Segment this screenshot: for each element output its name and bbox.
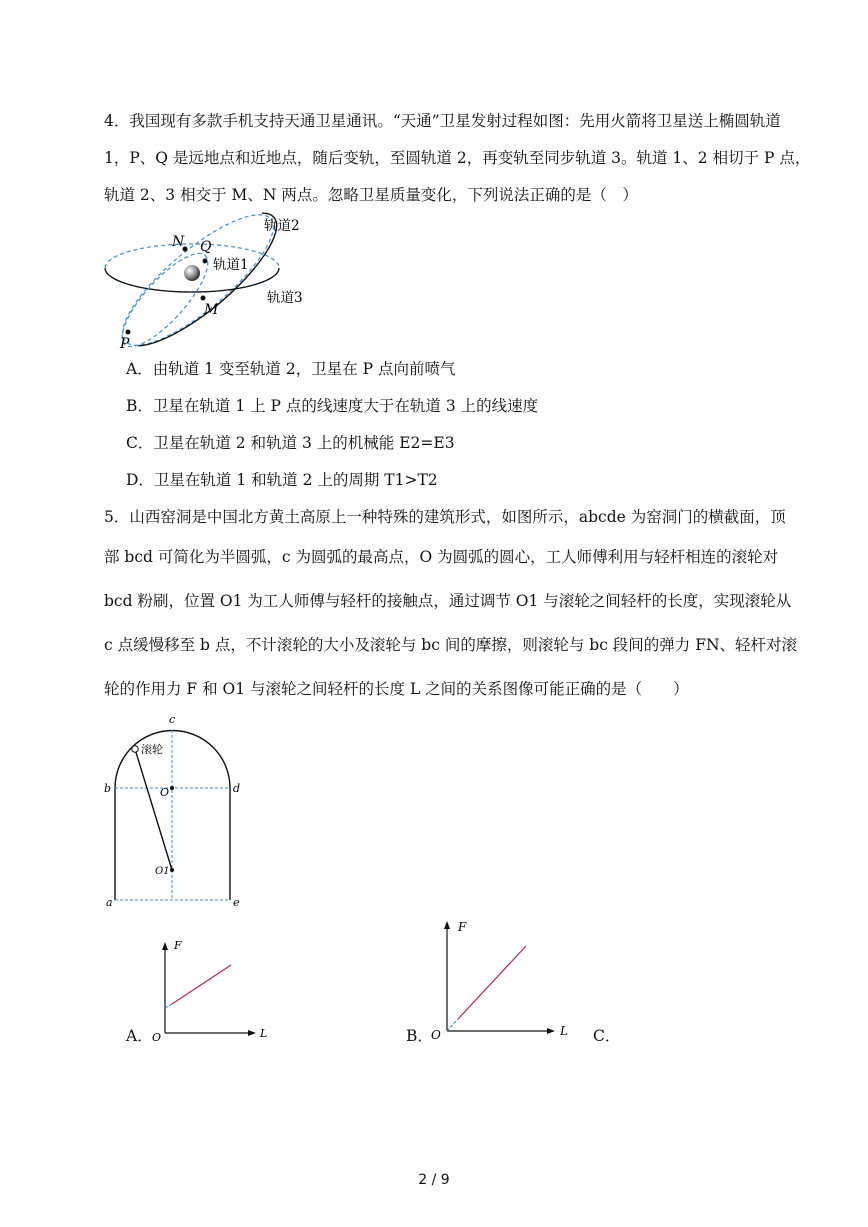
graph-b-option-label: B． (406, 1027, 433, 1045)
graph-a-x-arrow (248, 1030, 256, 1036)
graph-a-line (172, 965, 231, 1004)
graph-b (430, 918, 580, 1048)
graph-b-dashed-start (447, 1019, 458, 1031)
graph-a-origin: O (152, 1031, 162, 1044)
label-e: e (233, 896, 240, 909)
graph-a-y-arrow (162, 942, 168, 950)
label-O: O (160, 786, 170, 799)
orbit2-ellipse (106, 196, 290, 364)
label-orbit3: 轨道3 (267, 290, 303, 306)
arch-bcd (115, 731, 230, 789)
label-roller: 滚轮 (141, 743, 163, 756)
q4-line-1: 4．我国现有多款手机支持天通卫星通讯。“天通”卫星发射过程如图：先用火箭将卫星送上椭圆轨道 (104, 112, 781, 130)
graph-a-option-label: A． (126, 1027, 153, 1045)
point-M (201, 296, 206, 301)
cave-door-diagram (100, 712, 250, 912)
q5-line-1: 5．山西窑洞是中国北方黄土高原上一种特殊的建筑形式，如图所示，abcde 为窑洞门的横截面，顶 (104, 508, 786, 526)
q4-line-3: 轨道 2、3 相交于 M、N 两点。忽略卫星质量变化，下列说法正确的是（ ） (104, 186, 638, 204)
q4-option-d: D．卫星在轨道 1 和轨道 2 上的周期 T1>T2 (126, 471, 438, 489)
point-O (170, 786, 174, 790)
label-N: N (172, 234, 185, 250)
q4-option-a: A．由轨道 1 变至轨道 2，卫星在 P 点向前喷气 (126, 360, 456, 378)
graph-a-dashed-start (165, 1004, 172, 1008)
point-Q (203, 259, 208, 264)
orbit-diagram (100, 210, 320, 350)
label-Q: Q (200, 239, 212, 255)
q4-option-c: C．卫星在轨道 2 和轨道 3 上的机械能 E2=E3 (126, 434, 455, 452)
page-number: 2 / 9 (418, 1172, 450, 1188)
label-O1: O1 (155, 866, 170, 877)
graph-b-x-arrow (547, 1028, 555, 1034)
label-orbit1: 轨道1 (213, 257, 249, 273)
graph-a-y-label: F (174, 939, 182, 952)
q4-option-b: B．卫星在轨道 1 上 P 点的线速度大于在轨道 3 上的线速度 (126, 397, 539, 415)
roller (132, 746, 138, 752)
graph-b-origin: O (431, 1028, 441, 1042)
q4-line-2: 1，P、Q 是远地点和近地点，随后变轨，至圆轨道 2，再变轨至同步轨道 3。轨道 1、2 相切于 P 点， (104, 149, 811, 167)
option-c-label: C． (593, 1027, 621, 1045)
label-a: a (106, 896, 113, 909)
label-b: b (104, 782, 112, 795)
q5-line-4: c 点缓慢移至 b 点，不计滚轮的大小及滚轮与 bc 间的摩擦，则滚轮与 bc 段间的弹力 FN、轻杆对滚 (104, 636, 798, 654)
graph-b-x-label: L (560, 1024, 568, 1038)
point-O1 (170, 868, 174, 872)
graph-a-x-label: L (260, 1027, 268, 1040)
q5-line-2: 部 bcd 可简化为半圆弧，c 为圆弧的最高点，O 为圆弧的圆心，工人师傅利用与轻杆相连的滚轮对 (104, 548, 779, 566)
graph-b-y-arrow (444, 921, 450, 929)
label-d: d (233, 782, 241, 795)
label-P: P (120, 336, 130, 352)
light-rod (135, 749, 172, 870)
label-M: M (204, 302, 219, 318)
point-P (126, 330, 131, 335)
graph-b-y-label: F (458, 920, 467, 934)
graph-a (150, 940, 280, 1050)
label-c: c (169, 713, 176, 726)
q5-line-3: bcd 粉刷，位置 O1 为工人师傅与轻杆的接触点，通过调节 O1 与滚轮之间轻杆的长度，实现滚轮从 (104, 592, 792, 610)
label-orbit2: 轨道2 (264, 218, 300, 234)
q5-line-5: 轮的作用力 F 和 O1 与滚轮之间轻杆的长度 L 之间的关系图像可能正确的是（ ） (104, 680, 689, 698)
earth-sphere (184, 265, 200, 281)
graph-b-line (458, 946, 526, 1019)
